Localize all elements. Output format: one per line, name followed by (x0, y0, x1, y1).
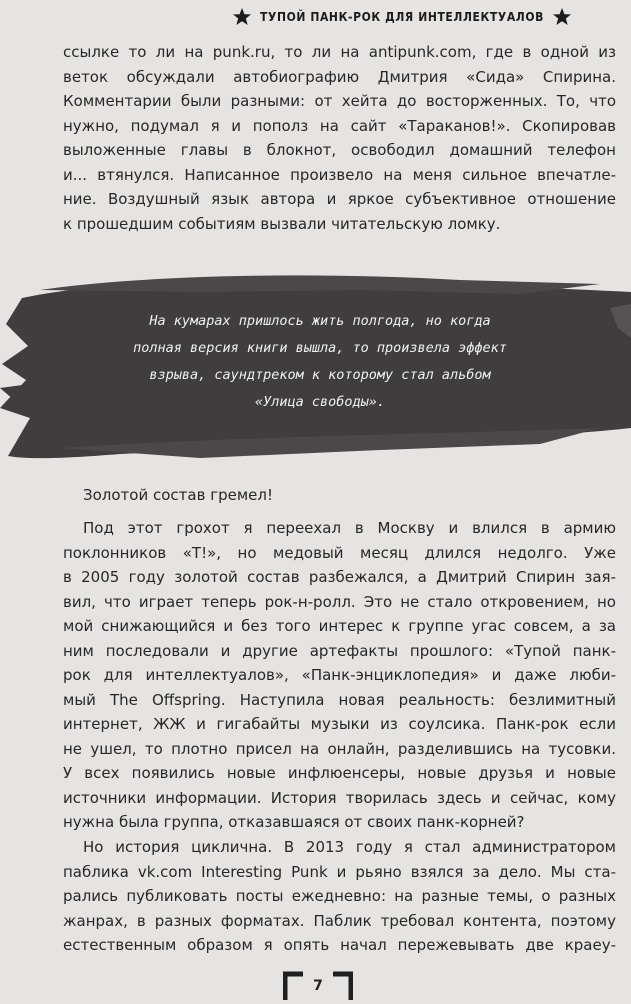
quote-line: взрыва, саундтреком к которому стал альбом (149, 367, 491, 383)
text-line: мый The Offspring. Наступила новая реальность: безлимитный (63, 690, 616, 709)
body-paragraph (63, 40, 616, 236)
text-line: жанрах, в разных форматах. Паблик требовал контента, поэтому (63, 911, 616, 930)
text-line: ссылке то ли на punk.ru, то ли на antipunk.com, где в одной из (63, 43, 616, 61)
text-line: нужно, подумал я и пополз на сайт «Тараканов!». Скопировав (63, 116, 616, 135)
text-line: источники информации. История творилась здесь и сейчас, кому (63, 788, 616, 807)
pull-quote-text (120, 308, 520, 416)
body-paragraph (63, 516, 616, 835)
quote-line: «Улица свободы». (254, 394, 386, 410)
pull-quote (0, 268, 631, 468)
text-line: мой снижающийся и без того интерес к группе угас совсем, а за (63, 617, 616, 635)
text-line: рались публиковать посты ежедневно: на разные темы, о разных (63, 887, 616, 905)
header-title: ТУПОЙ ПАНК-РОК ДЛЯ ИНТЕЛЛЕКТУАЛОВ (260, 10, 544, 24)
page-number: 7 (313, 978, 323, 994)
text-line: вил, что играет теперь рок-н-ролл. Это не стало откровением, но (63, 592, 616, 611)
body-paragraph (63, 835, 616, 958)
text-line: в 2005 году золотой состав разбежался, а Дмитрий Спирин зая- (63, 568, 616, 586)
text-line: нужна была группа, отказавшаяся от своих панк-корней? (63, 813, 525, 831)
text-line: ние. Воздушный язык автора и яркое субъективное отношение (63, 190, 616, 208)
text-line: поклонников «Т!», но медовый месяц длился недолго. Уже (63, 543, 616, 562)
running-header (232, 4, 572, 30)
text-line: Под этот грохот я переехал в Москву и влился в армию (83, 519, 616, 537)
text-line: не ушел, то плотно присел на онлайн, разделившись на тусовки. (63, 739, 616, 758)
text-line: и... втянулся. Написанное произвело на меня сильное впечатле- (63, 165, 616, 184)
quote-line: На кумарах пришлось жить полгода, но когда (149, 313, 491, 329)
text-line: Но история циклична. В 2013 году я стал администратором (83, 838, 616, 856)
page-footer (283, 964, 353, 1000)
text-line: паблика vk.com Interesting Punk и рьяно взялся за дело. Мы ста- (63, 862, 616, 881)
text-line: естественным образом я опять начал пережевывать две краеу- (63, 936, 616, 954)
text-line: Золотой состав гремел! (83, 486, 273, 504)
text-line: рок для интеллектуалов», «Панк-энциклопедия» и даже люби- (63, 666, 616, 684)
text-line: интернет, ЖЖ и гигабайты музыки из соулсика. Панк-рок если (63, 715, 616, 733)
text-line: У всех появились новые инфлюенсеры, новые друзья и новые (63, 764, 616, 782)
text-line: Комментарии были разными: от хейта до восторженных. То, что (63, 92, 616, 110)
text-line: выложенные главы в блокнот, освободил домашний телефон (63, 141, 616, 159)
star-icon (232, 7, 252, 27)
body-paragraph (83, 483, 616, 508)
star-icon (552, 7, 572, 27)
quote-line: полная версия книги вышла, то произвела эффект (133, 340, 507, 356)
text-line: веток обсуждали автобиографию Дмитрия «Сида» Спирина. (63, 67, 616, 86)
text-line: ним последовали и другие артефакты прошлого: «Тупой панк- (63, 641, 616, 660)
text-line: к прошедшим событиям вызвали читательскую ломку. (63, 214, 501, 233)
